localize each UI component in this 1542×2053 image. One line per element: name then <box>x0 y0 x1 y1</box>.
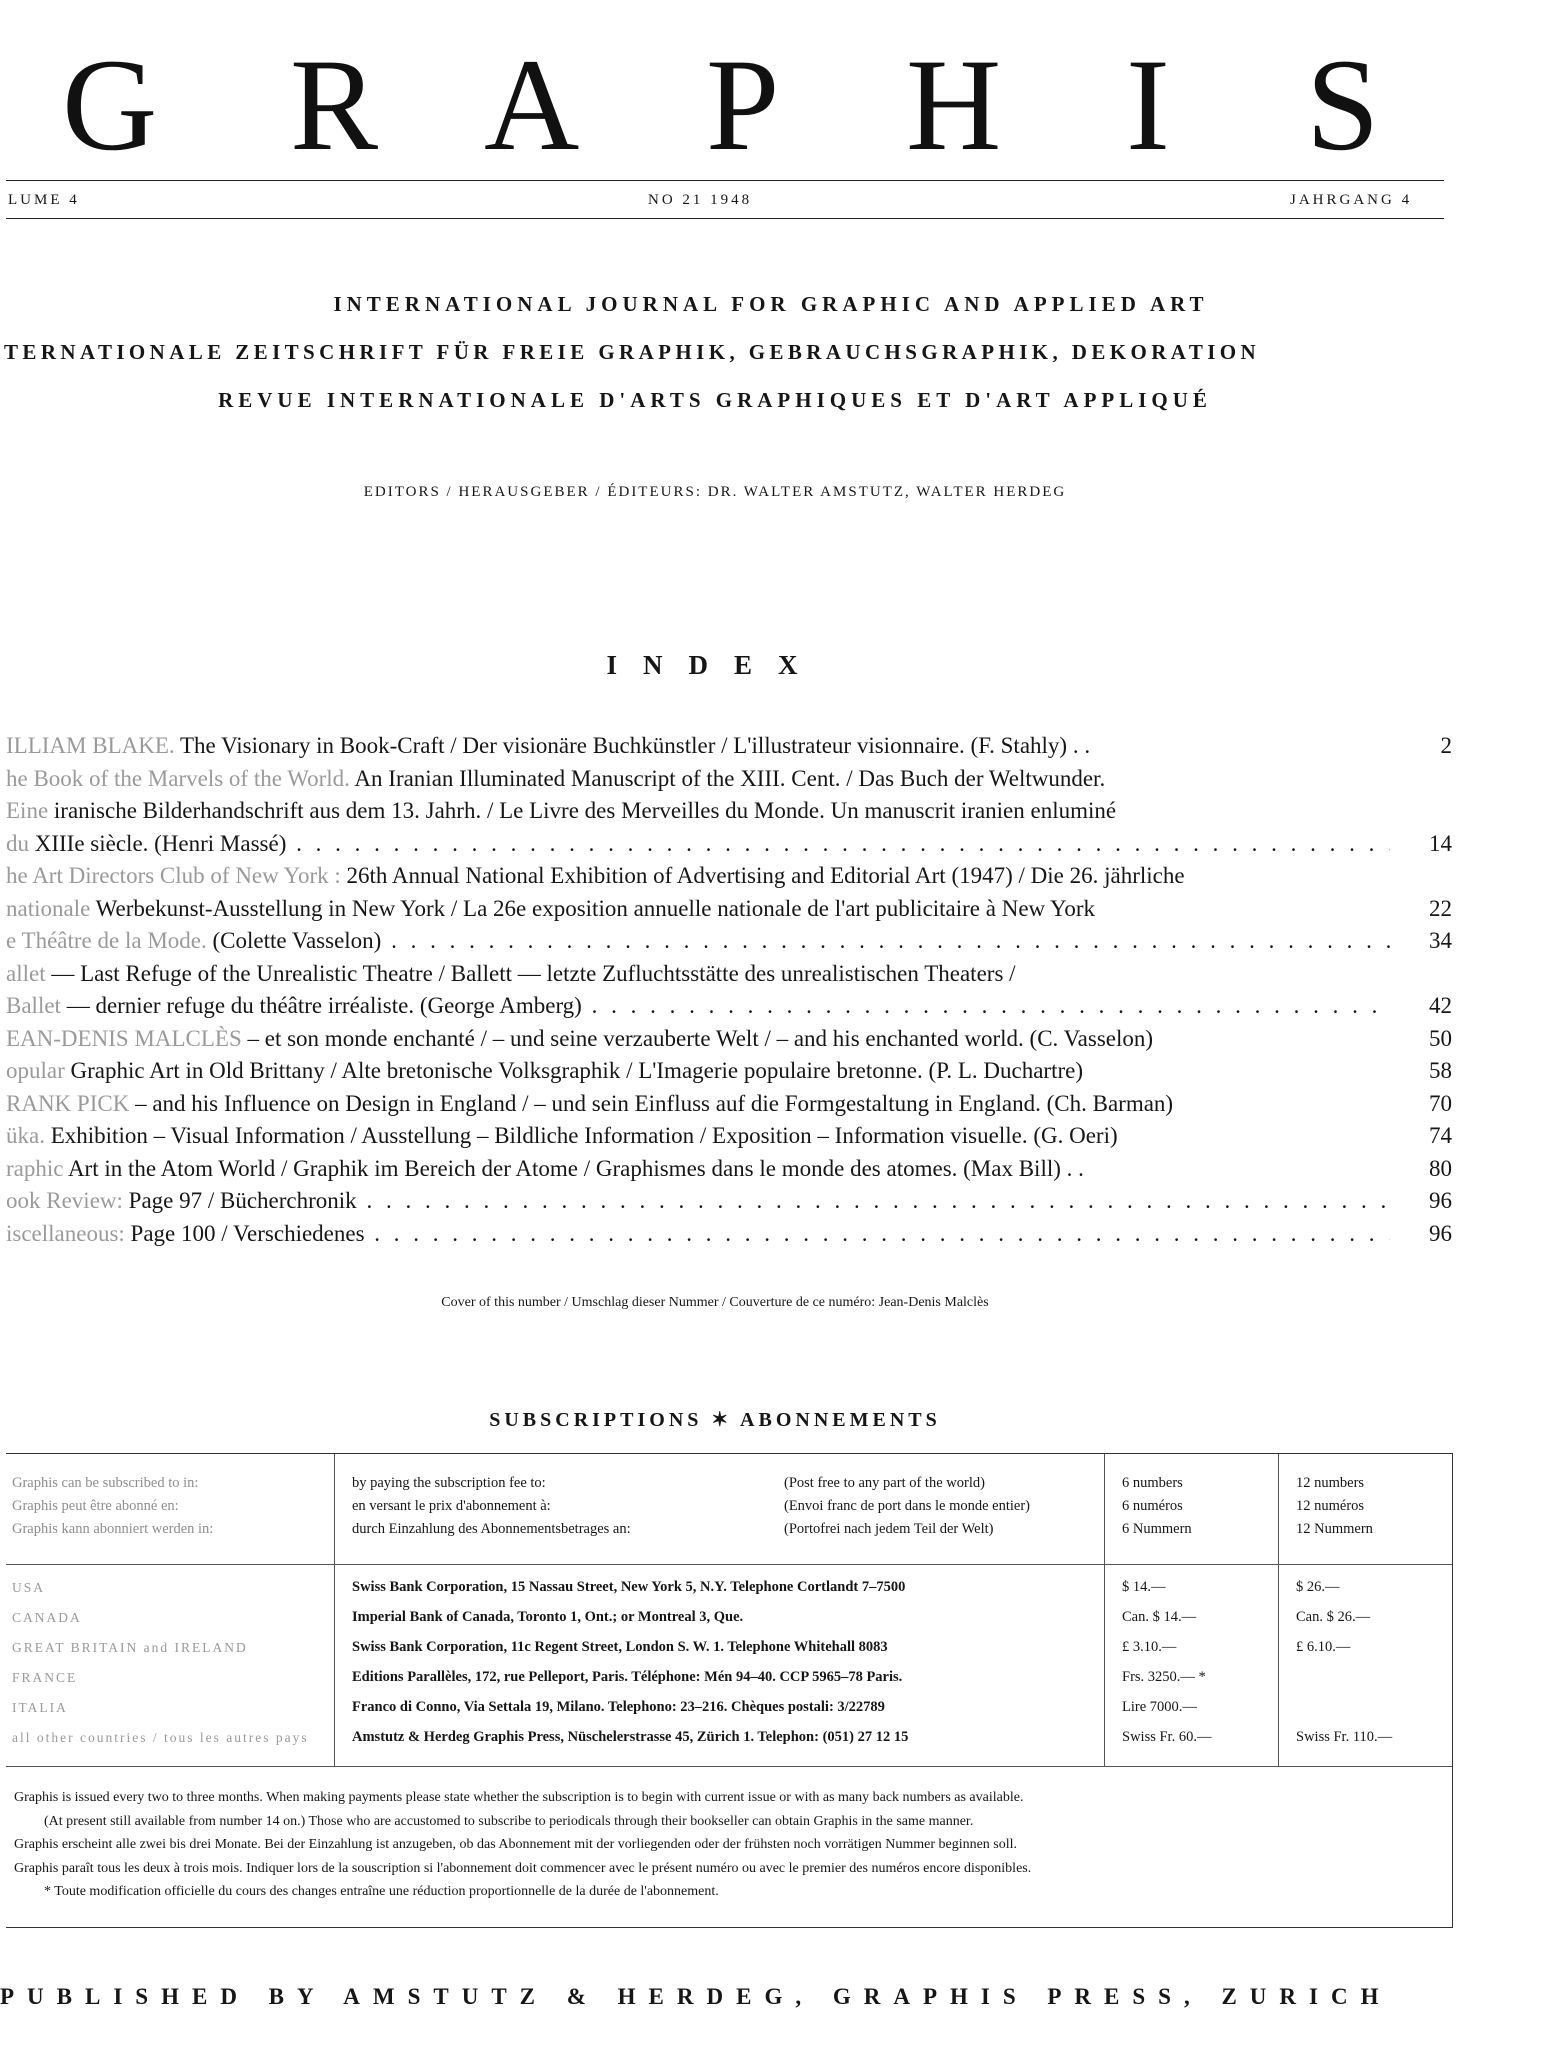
header-line: 6 numbers <box>1122 1475 1183 1491</box>
index-entry-body: 26th Annual National Exhibition of Advertising and Editorial Art (1947) / Die 26. jährliche <box>340 863 1185 888</box>
twelve-numbers-header <box>1296 1472 1373 1541</box>
index-page-number: 34 <box>1429 928 1452 953</box>
index-entry-body: Graphic Art in Old Brittany / Alte bretonische Volksgraphik / L'Imagerie populaire bretonne. (P. L. Duchartre) <box>64 1058 1083 1083</box>
bank-cell: Amstutz & Herdeg Graphis Press, Nüschelerstrasse 45, Zürich 1. Telephon: (051) 27 12 15 <box>352 1729 909 1745</box>
index-page-number: 50 <box>1429 1025 1452 1051</box>
tagline-english: INTERNATIONAL JOURNAL FOR GRAPHIC AND APPLIED ART <box>333 292 1209 316</box>
index-entry <box>0 763 1460 796</box>
index-page-number: 22 <box>1429 895 1452 921</box>
masthead-letter: R <box>290 31 379 178</box>
bank-cell: Editions Parallèles, 172, rue Pelleport, Paris. Téléphone: Mén 94–40. CCP 5965–78 Paris. <box>352 1669 903 1685</box>
tagline-german: TERNATIONALE ZEITSCHRIFT FÜR FREIE GRAPHIK, GEBRAUCHSGRAPHIK, DEKORATION <box>4 340 1261 364</box>
index-page-number: 74 <box>1429 1123 1452 1148</box>
note-line: Graphis erscheint alle zwei bis drei Monate. Bei der Einzahlung ist anzugeben, ob das Abonnement mit der vorliegenden oder der frühsten noch vorrätigen Nummer beginnen soll. <box>14 1837 1018 1852</box>
index-page-number: 14 <box>1429 830 1452 856</box>
index-entry <box>0 1185 1460 1218</box>
index-entry-body: (Colette Vasselon) <box>206 928 382 953</box>
masthead-title <box>0 31 1460 178</box>
index-entry-text <box>6 990 1390 1023</box>
header-line: Graphis kann abonniert werden in: <box>12 1521 214 1537</box>
subscription-notes <box>14 1786 1444 1904</box>
index-entry-body: — dernier refuge du théâtre irréaliste. (George Amberg) <box>60 993 582 1018</box>
bank-cell: Swiss Bank Corporation, 11c Regent Street, London S. W. 1. Telephone Whitehall 8083 <box>352 1639 888 1655</box>
header-line: 12 Nummern <box>1296 1521 1373 1537</box>
index-entry-body: Page 100 / Verschiedenes <box>124 1220 365 1246</box>
tagline-french: REVUE INTERNATIONALE D'ARTS GRAPHIQUES ET D'ART APPLIQUÉ <box>218 388 1212 412</box>
index-entry-body: Werbekunst-Ausstellung in New York / La 26e exposition annuelle nationale de l'art publicitaire à New York <box>90 895 1096 921</box>
subscriptions-title: SUBSCRIPTIONS ✶ ABONNEMENTS <box>489 1409 941 1431</box>
header-line: 6 Nummern <box>1122 1521 1192 1537</box>
header-line: by paying the subscription fee to: <box>352 1475 546 1491</box>
header-divider <box>6 1564 1452 1565</box>
six-numbers-header <box>1122 1472 1192 1541</box>
index-entry-lead: üka. <box>6 1123 45 1148</box>
index-entry <box>0 1120 1460 1153</box>
price-six-cell: Lire 7000.— <box>1122 1699 1197 1715</box>
price-twelve-cell: Can. $ 26.— <box>1296 1609 1371 1625</box>
country-cell: USA <box>12 1580 46 1595</box>
header-line: (Portofrei nach jedem Teil der Welt) <box>784 1521 994 1537</box>
index-entry-body: – et son monde enchanté / – und seine verzauberte Welt / – and his enchanted world. (C. Vasselon) <box>241 1025 1154 1051</box>
masthead-letter: G <box>62 31 158 178</box>
index-entry-text <box>6 1120 1390 1153</box>
bank-cell: Swiss Bank Corporation, 15 Nassau Street, New York 5, N.Y. Telephone Cortlandt 7–7500 <box>352 1579 906 1595</box>
index-title: INDEX <box>606 650 824 680</box>
index-entry-lead: raphic <box>6 1155 64 1181</box>
index-entry-body: XIIIe siècle. (Henri Massé) <box>29 830 287 856</box>
index-entry <box>0 1055 1460 1088</box>
masthead-letter: I <box>1126 31 1170 178</box>
index-entry-text <box>6 1185 1390 1218</box>
index-entry-body: The Visionary in Book-Craft / Der visionäre Buchkünstler / L'illustrateur visionnaire. (F. Stahly) . . <box>174 733 1091 758</box>
index-entry-lead: e Théâtre de la Mode. <box>6 928 207 953</box>
header-line: Graphis can be subscribed to in: <box>12 1475 199 1491</box>
index-entry <box>0 990 1460 1023</box>
header-line: en versant le prix d'abonnement à: <box>352 1498 551 1514</box>
top-rule <box>6 180 1444 181</box>
postfree-header <box>784 1472 1030 1541</box>
index-entry-body: – and his Influence on Design in England / – und sein Einfluss auf die Formgestaltung in England. (Ch. Barman) <box>129 1090 1174 1116</box>
subscribe-in-header <box>12 1472 213 1541</box>
index-entry-text <box>6 958 1390 991</box>
index-entry <box>0 860 1460 893</box>
index-entry <box>0 730 1460 763</box>
paying-header <box>352 1472 631 1541</box>
header-line: Graphis peut être abonné en: <box>12 1498 179 1514</box>
index-entry-text <box>6 1218 1390 1251</box>
index-entry <box>0 795 1460 828</box>
index-entry <box>0 1088 1460 1121</box>
publisher-line: PUBLISHED BY AMSTUTZ & HERDEG, GRAPHIS PRESS, ZURICH <box>0 1984 1392 2009</box>
index-entry-text <box>6 893 1390 926</box>
header-line: 12 numbers <box>1296 1475 1365 1491</box>
index-entry-text <box>6 1055 1390 1088</box>
index-entry-lead: Ballet <box>6 993 61 1018</box>
price-six-cell: £ 3.10.— <box>1122 1639 1177 1655</box>
jahrgang-label: JAHRGANG 4 <box>1290 192 1413 208</box>
header-line: 6 numéros <box>1122 1498 1183 1514</box>
index-entry-lead: nationale <box>6 895 91 921</box>
index-entry-lead: iscellaneous: <box>6 1220 125 1246</box>
index-entry-text <box>6 763 1390 796</box>
price-twelve-cell: Swiss Fr. 110.— <box>1296 1729 1393 1745</box>
index-entry <box>0 828 1460 861</box>
masthead-letter: H <box>906 31 1002 178</box>
index-entry-lead: ILLIAM BLAKE. <box>6 733 175 758</box>
index-entry <box>0 1218 1460 1251</box>
note-line: * Toute modification officielle du cours des changes entraîne une réduction proportionnelle de la durée de l'abonnement. <box>44 1884 719 1899</box>
issue-number: NO 21 1948 <box>648 192 753 208</box>
index-entry-body: — Last Refuge of the Unrealistic Theatre / Ballett — letzte Zufluchtsstätte des unrealistischen Theaters / <box>45 960 1016 986</box>
price-six-cell: Frs. 3250.— * <box>1122 1669 1206 1685</box>
header-line: (Post free to any part of the world) <box>784 1475 985 1491</box>
bottom-rule <box>6 218 1444 219</box>
index-page-number: 80 <box>1429 1155 1452 1181</box>
column-divider <box>334 1454 335 1564</box>
index-entry <box>0 1023 1460 1056</box>
index-entry-lead: ook Review: <box>6 1188 123 1213</box>
header-line: 12 numéros <box>1296 1498 1365 1514</box>
index-page-number: 96 <box>1429 1188 1452 1213</box>
index-entry-body: Page 97 / Bücherchronik <box>122 1188 357 1213</box>
index-entry-text <box>6 1023 1390 1056</box>
price-six-cell: $ 14.— <box>1122 1579 1166 1595</box>
index-list <box>0 730 1460 1250</box>
index-page-number: 70 <box>1429 1090 1452 1116</box>
masthead-letter: A <box>484 31 580 178</box>
index-entry-text <box>6 925 1390 958</box>
bank-cell: Franco di Conno, Via Settala 19, Milano. Telephono: 23–216. Chèques postali: 3/22789 <box>352 1699 885 1715</box>
masthead-letter: P <box>706 31 780 178</box>
index-entry-lead: opular <box>6 1058 65 1083</box>
index-entry <box>0 958 1460 991</box>
index-page-number: 58 <box>1429 1058 1452 1083</box>
index-entry-lead: RANK PICK <box>6 1090 130 1116</box>
index-page-number: 42 <box>1429 993 1452 1018</box>
price-six-cell: Swiss Fr. 60.— <box>1122 1729 1212 1745</box>
cover-credit: Cover of this number / Umschlag dieser Nummer / Couverture de ce numéro: Jean-Denis Malclès <box>441 1295 989 1310</box>
country-cell: ITALIA <box>12 1700 68 1715</box>
index-entry-body: Art in the Atom World / Graphik im Bereich der Atome / Graphismes dans le monde des atomes. (Max Bill) . . <box>63 1155 1084 1181</box>
index-entry-lead: he Book of the Marvels of the World. <box>6 765 350 791</box>
index-entry-lead: du <box>6 830 29 856</box>
index-entry-body: iranische Bilderhandschrift aus dem 13. Jahrh. / Le Livre des Merveilles du Monde. Un manuscrit iranien enluminé <box>48 798 1117 823</box>
index-entry-lead: Eine <box>6 798 49 823</box>
index-entry-lead: EAN-DENIS MALCLÈS <box>6 1025 242 1051</box>
country-cell: FRANCE <box>12 1670 78 1685</box>
index-entry-text <box>6 1088 1390 1121</box>
index-entry-lead: allet <box>6 960 46 986</box>
index-entry <box>0 1153 1460 1186</box>
index-entry-text <box>6 828 1390 861</box>
price-twelve-cell: $ 26.— <box>1296 1579 1340 1595</box>
header-line: durch Einzahlung des Abonnementsbetrages an: <box>352 1521 631 1537</box>
index-entry-lead: he Art Directors Club of New York : <box>6 863 341 888</box>
note-line: Graphis is issued every two to three months. When making payments please state whether the subscription is to begin with current issue or with as many back numbers as available. <box>14 1790 1024 1805</box>
index-entry <box>0 893 1460 926</box>
column-divider <box>334 1564 335 1766</box>
subscriptions-table <box>6 1453 1453 1928</box>
bank-cell: Imperial Bank of Canada, Toronto 1, Ont.; or Montreal 3, Que. <box>352 1609 744 1625</box>
editors-line: EDITORS / HERAUSGEBER / ÉDITEURS: DR. WALTER AMSTUTZ, WALTER HERDEG <box>363 484 1067 500</box>
masthead-letter: S <box>1306 31 1380 178</box>
rows-divider <box>6 1766 1452 1767</box>
index-entry-body: An Iranian Illuminated Manuscript of the XIII. Cent. / Das Buch der Weltwunder. <box>349 765 1106 791</box>
country-cell: CANADA <box>12 1610 82 1625</box>
index-page-number: 96 <box>1429 1220 1452 1246</box>
index-entry-text <box>6 1153 1390 1186</box>
column-divider <box>1104 1454 1105 1766</box>
index-entry-text <box>6 860 1390 893</box>
index-page-number: 2 <box>1440 733 1452 758</box>
volume-label: LUME 4 <box>8 192 80 208</box>
index-entry-body: Exhibition – Visual Information / Ausstellung – Bildliche Information / Exposition – Information visuelle. (G. Oeri) <box>44 1123 1118 1148</box>
price-six-cell: Can. $ 14.— <box>1122 1609 1197 1625</box>
index-entry <box>0 925 1460 958</box>
price-twelve-cell: £ 6.10.— <box>1296 1639 1351 1655</box>
column-divider <box>1278 1454 1279 1766</box>
header-line: (Envoi franc de port dans le monde entier) <box>784 1498 1031 1514</box>
country-cell: GREAT BRITAIN and IRELAND <box>12 1640 248 1655</box>
note-line: (At present still available from number 14 on.) Those who are accustomed to subscribe to periodicals through their bookseller can obtain Graphis in the same manner. <box>44 1813 974 1829</box>
country-cell: all other countries / tous les autres pays <box>12 1730 309 1745</box>
index-entry-text <box>6 795 1390 828</box>
note-line: Graphis paraît tous les deux à trois mois. Indiquer lors de la souscription si l'abonnement doit commencer avec le présent numéro ou avec le premier des numéros encore disponibles. <box>14 1860 1032 1876</box>
index-entry-text <box>6 730 1390 763</box>
